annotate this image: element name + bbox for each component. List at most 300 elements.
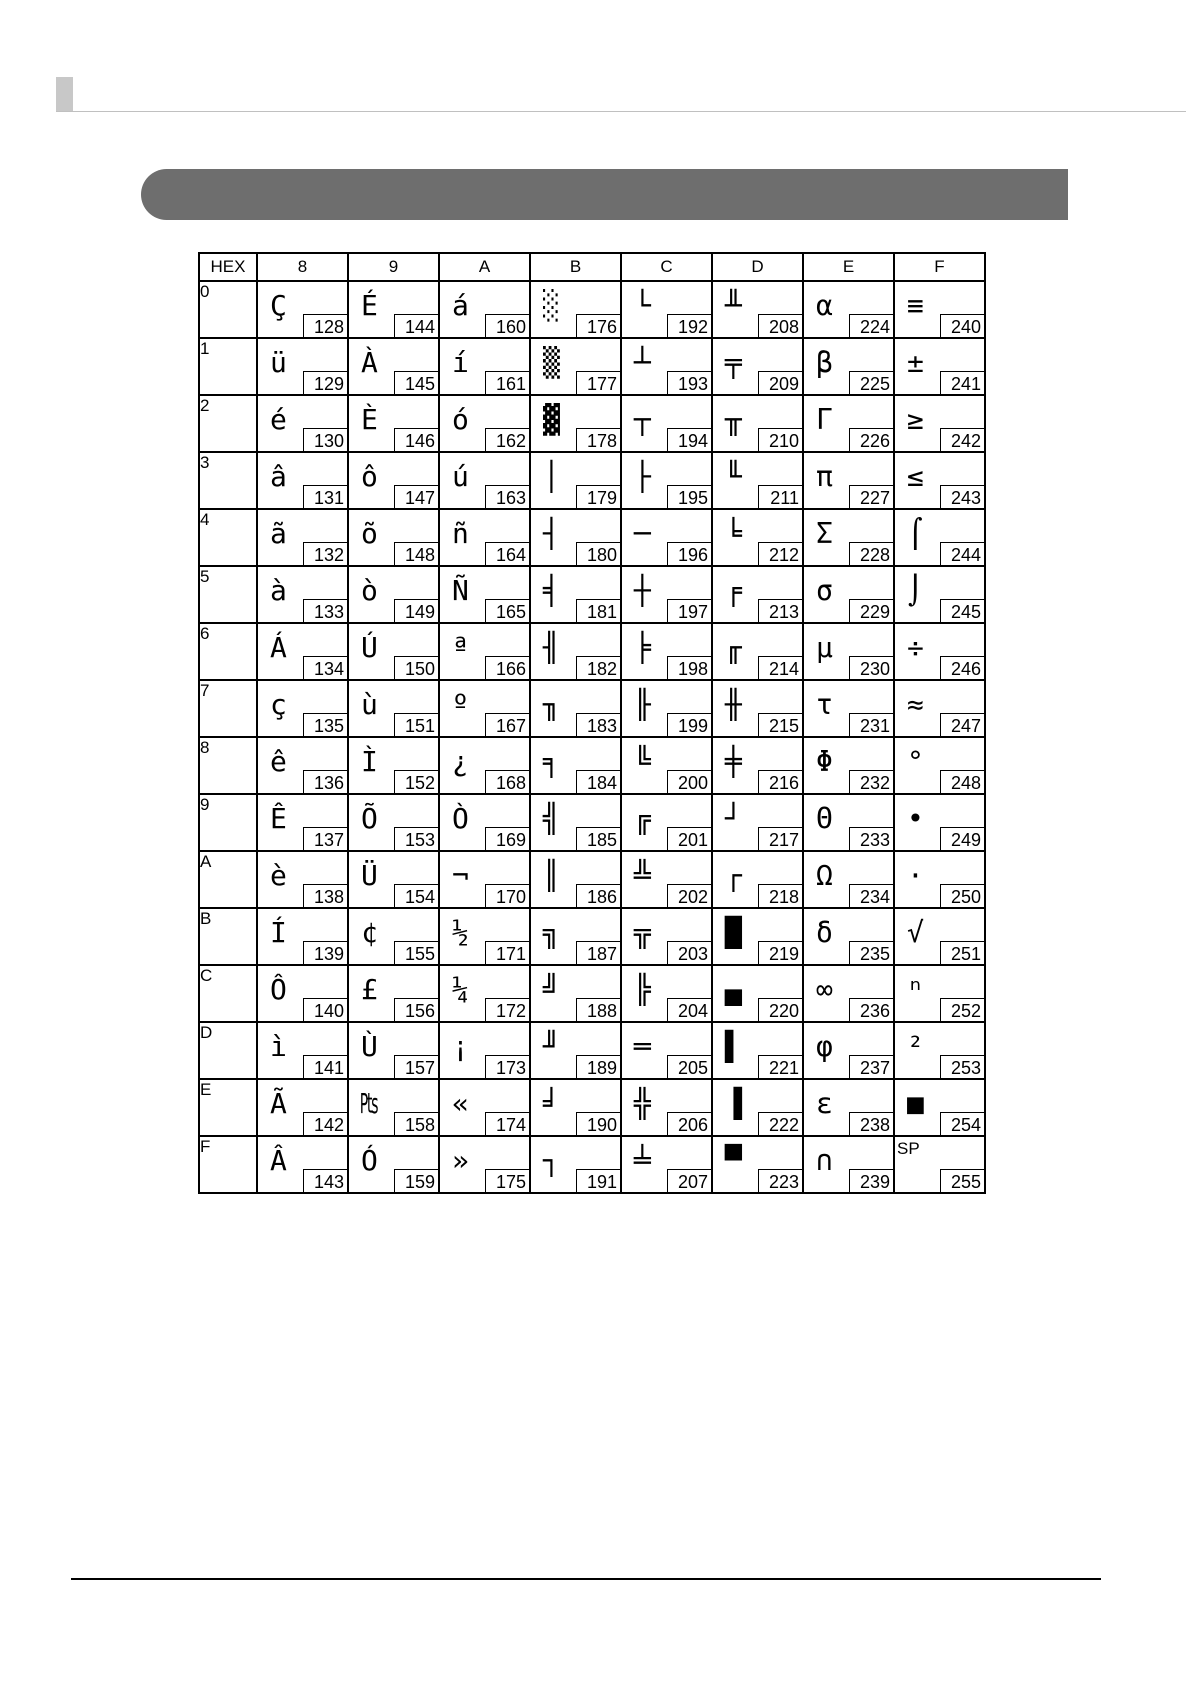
character-glyph: · [907,859,924,892]
decimal-code: 192 [667,314,711,337]
decimal-code: 166 [485,656,529,679]
character-glyph: ╘ [725,517,742,550]
decimal-code: 197 [667,599,711,622]
decimal-code: 201 [667,827,711,850]
character-cell [803,908,894,965]
row-hex-label: 4 [199,509,257,566]
character-cell [894,680,985,737]
decimal-code: 238 [849,1112,893,1135]
decimal-code: 190 [576,1112,620,1135]
character-cell [257,566,348,623]
character-glyph: ▌ [725,1030,742,1063]
footer-rule [71,1578,1101,1580]
character-cell [530,794,621,851]
character-glyph: ª [452,631,469,664]
character-cell [621,1136,712,1193]
table-row [199,509,985,566]
decimal-code: 224 [849,314,893,337]
decimal-code: 174 [485,1112,529,1135]
decimal-code: 240 [940,314,984,337]
character-cell [348,509,439,566]
decimal-code: 206 [667,1112,711,1135]
character-glyph: Ω [816,859,833,892]
decimal-code: 151 [394,713,438,736]
decimal-code: 143 [303,1169,347,1192]
character-cell [803,1136,894,1193]
row-hex-label: B [199,908,257,965]
character-glyph: ≤ [907,460,924,493]
character-glyph: ▐ [725,1087,742,1120]
character-cell [348,281,439,338]
decimal-code: 160 [485,314,529,337]
character-glyph: ▒ [543,346,560,379]
table-row [199,737,985,794]
decimal-code: 208 [758,314,802,337]
character-cell [803,623,894,680]
character-cell [348,1136,439,1193]
character-glyph: SP [897,1139,920,1158]
decimal-code: 218 [758,884,802,907]
character-cell [894,566,985,623]
character-cell [257,1022,348,1079]
character-cell [530,1136,621,1193]
character-glyph: £ [361,973,378,1006]
character-glyph: É [361,289,378,322]
character-glyph: ü [270,346,287,379]
character-glyph: ∩ [816,1144,833,1177]
decimal-code: 156 [394,998,438,1021]
decimal-code: 188 [576,998,620,1021]
decimal-code: 199 [667,713,711,736]
decimal-code: 248 [940,770,984,793]
character-glyph: √ [907,916,924,949]
character-cell [530,680,621,737]
table-row [199,680,985,737]
character-cell [712,338,803,395]
decimal-code: 239 [849,1169,893,1192]
row-hex-label: 7 [199,680,257,737]
character-glyph: Ì [361,745,378,778]
character-glyph: Θ [816,802,833,835]
character-cell [621,281,712,338]
character-cell [621,395,712,452]
character-glyph: ╚ [634,745,651,778]
character-cell [530,908,621,965]
decimal-code: 202 [667,884,711,907]
decimal-code: 189 [576,1055,620,1078]
character-glyph: ╞ [634,631,651,664]
character-glyph: σ [816,574,833,607]
character-cell [530,851,621,908]
character-cell [439,509,530,566]
character-cell [439,851,530,908]
character-cell [348,908,439,965]
decimal-code: 252 [940,998,984,1021]
decimal-code: 167 [485,713,529,736]
character-cell [712,509,803,566]
character-glyph: Ê [270,802,287,835]
character-cell [712,794,803,851]
character-glyph: ╗ [543,916,560,949]
decimal-code: 191 [576,1169,620,1192]
character-cell [257,1079,348,1136]
decimal-code: 128 [303,314,347,337]
decimal-code: 148 [394,542,438,565]
character-glyph: Í [270,916,287,949]
character-cell [712,281,803,338]
character-cell [894,452,985,509]
character-cell [621,338,712,395]
decimal-code: 172 [485,998,529,1021]
decimal-code: 232 [849,770,893,793]
decimal-code: 212 [758,542,802,565]
decimal-code: 236 [849,998,893,1021]
decimal-code: 210 [758,428,802,451]
decimal-code: 169 [485,827,529,850]
character-cell [803,509,894,566]
character-cell [348,737,439,794]
table-row [199,1136,985,1193]
character-cell [803,737,894,794]
character-glyph: ó [452,403,469,436]
decimal-code: 171 [485,941,529,964]
decimal-code: 175 [485,1169,529,1192]
character-glyph: τ [816,688,833,721]
character-glyph: ╓ [725,631,742,664]
character-cell [894,1079,985,1136]
decimal-code: 221 [758,1055,802,1078]
character-glyph: ┬ [634,403,651,436]
character-cell [894,281,985,338]
row-hex-label: F [199,1136,257,1193]
row-hex-label: 3 [199,452,257,509]
character-glyph: • [907,802,924,835]
character-cell [621,794,712,851]
character-glyph: Á [270,631,287,664]
decimal-code: 180 [576,542,620,565]
character-cell [439,395,530,452]
row-hex-label: C [199,965,257,1022]
character-glyph: ¡ [452,1030,469,1063]
character-cell [712,566,803,623]
character-glyph: º [452,688,469,721]
row-hex-label: 8 [199,737,257,794]
character-cell [894,509,985,566]
decimal-code: 152 [394,770,438,793]
character-glyph: ╝ [543,973,560,1006]
character-cell [257,452,348,509]
character-glyph: ╤ [725,346,742,379]
character-cell [348,338,439,395]
character-cell [439,566,530,623]
character-cell [621,851,712,908]
character-glyph: ╪ [725,745,742,778]
character-glyph: à [270,574,287,607]
decimal-code: 179 [576,485,620,508]
character-cell [803,851,894,908]
character-glyph: ½ [452,916,469,949]
character-glyph: ⁿ [907,973,924,1006]
decimal-code: 162 [485,428,529,451]
character-glyph: ╟ [634,688,651,721]
character-cell [257,623,348,680]
decimal-code: 205 [667,1055,711,1078]
character-glyph: ÷ [907,631,924,664]
table-row [199,566,985,623]
character-glyph: ╖ [543,688,560,721]
character-glyph: Ô [270,973,287,1006]
decimal-code: 226 [849,428,893,451]
decimal-code: 155 [394,941,438,964]
column-header: E [803,253,894,281]
decimal-code: 203 [667,941,711,964]
character-glyph: â [270,460,287,493]
character-cell [894,338,985,395]
decimal-code: 144 [394,314,438,337]
decimal-code: 219 [758,941,802,964]
character-cell [803,452,894,509]
decimal-code: 176 [576,314,620,337]
character-glyph: Ú [361,631,378,664]
decimal-code: 165 [485,599,529,622]
decimal-code: 132 [303,542,347,565]
row-hex-label: E [199,1079,257,1136]
character-glyph: õ [361,517,378,550]
character-glyph: Õ [361,802,378,835]
character-glyph: β [816,346,833,379]
character-cell [439,1136,530,1193]
character-glyph: À [361,346,378,379]
table-body [199,281,985,1193]
table-row [199,281,985,338]
decimal-code: 220 [758,998,802,1021]
decimal-code: 237 [849,1055,893,1078]
character-glyph: ² [907,1030,924,1063]
character-glyph: ╬ [634,1087,651,1120]
row-hex-label: 9 [199,794,257,851]
character-glyph: Â [270,1144,287,1177]
decimal-code: 223 [758,1169,802,1192]
character-cell [803,566,894,623]
decimal-code: 193 [667,371,711,394]
decimal-code: 141 [303,1055,347,1078]
character-cell [530,338,621,395]
character-glyph: α [816,289,833,322]
character-glyph: ║ [543,859,560,892]
character-cell [257,281,348,338]
character-glyph: ε [816,1087,833,1120]
character-cell [348,1079,439,1136]
character-glyph: ¼ [452,973,469,1006]
character-cell [621,1079,712,1136]
decimal-code: 196 [667,542,711,565]
character-cell [621,908,712,965]
character-glyph: Ü [361,859,378,892]
decimal-code: 242 [940,428,984,451]
decimal-code: 146 [394,428,438,451]
character-glyph: ⌡ [907,574,924,607]
character-glyph: « [452,1087,469,1120]
character-cell [257,908,348,965]
character-cell [348,680,439,737]
character-glyph: ù [361,688,378,721]
character-glyph: ╥ [725,403,742,436]
decimal-code: 253 [940,1055,984,1078]
decimal-code: 234 [849,884,893,907]
character-glyph: ¿ [452,745,469,778]
character-glyph: ▄ [725,973,742,1006]
character-glyph: Ç [270,289,287,322]
character-glyph: ┘ [725,802,742,835]
character-cell [439,737,530,794]
character-glyph: ■ [907,1087,924,1120]
row-hex-label: 6 [199,623,257,680]
character-cell [257,737,348,794]
character-glyph: ã [270,517,287,550]
decimal-code: 254 [940,1112,984,1135]
decimal-code: 222 [758,1112,802,1135]
character-glyph: └ [634,289,651,322]
character-glyph: è [270,859,287,892]
character-glyph: ≥ [907,403,924,436]
decimal-code: 136 [303,770,347,793]
character-cell [712,965,803,1022]
character-glyph: Σ [816,517,833,550]
character-cell [803,281,894,338]
decimal-code: 140 [303,998,347,1021]
character-cell [894,623,985,680]
character-cell [439,452,530,509]
character-cell [803,1022,894,1079]
table-row [199,1022,985,1079]
character-cell [439,965,530,1022]
character-cell [439,1079,530,1136]
character-cell [348,794,439,851]
character-cell [530,509,621,566]
table-row [199,452,985,509]
decimal-code: 194 [667,428,711,451]
character-cell [621,452,712,509]
decimal-code: 198 [667,656,711,679]
character-cell [530,1079,621,1136]
character-glyph: µ [816,631,833,664]
character-cell [348,566,439,623]
character-glyph: ┼ [634,574,651,607]
header-rule [56,111,1186,112]
decimal-code: 177 [576,371,620,394]
hex-corner-label: HEX [199,253,257,281]
decimal-code: 213 [758,599,802,622]
character-cell [439,623,530,680]
decimal-code: 139 [303,941,347,964]
character-cell [621,566,712,623]
character-cell [530,452,621,509]
character-cell [348,965,439,1022]
character-cell [439,908,530,965]
character-glyph: ç [270,688,287,721]
character-cell [712,623,803,680]
character-glyph: ┴ [634,346,651,379]
character-glyph: δ [816,916,833,949]
character-glyph: ╩ [634,859,651,892]
decimal-code: 200 [667,770,711,793]
column-header: D [712,253,803,281]
decimal-code: 243 [940,485,984,508]
character-cell [712,395,803,452]
character-cell [530,566,621,623]
decimal-code: 209 [758,371,802,394]
character-cell [894,1022,985,1079]
decimal-code: 150 [394,656,438,679]
character-cell [257,395,348,452]
table-row [199,623,985,680]
character-cell [712,851,803,908]
character-cell [439,680,530,737]
decimal-code: 204 [667,998,711,1021]
character-glyph: ├ [634,460,651,493]
column-header-row [199,253,985,281]
character-glyph: ─ [634,517,651,550]
section-title-bar [141,169,1068,220]
character-glyph: ╒ [725,574,742,607]
character-cell [894,395,985,452]
character-glyph: │ [543,460,560,493]
character-glyph: Ò [452,802,469,835]
character-cell [257,1136,348,1193]
character-glyph: ▓ [543,403,560,436]
decimal-code: 129 [303,371,347,394]
character-glyph: Ñ [452,574,469,607]
character-glyph: ¬ [452,859,469,892]
character-cell [621,680,712,737]
character-cell [530,281,621,338]
column-header: F [894,253,985,281]
character-cell [894,851,985,908]
character-cell [439,281,530,338]
decimal-code: 244 [940,542,984,565]
decimal-code: 250 [940,884,984,907]
decimal-code: 231 [849,713,893,736]
character-glyph: ╜ [543,1030,560,1063]
decimal-code: 153 [394,827,438,850]
decimal-code: 185 [576,827,620,850]
decimal-code: 158 [394,1112,438,1135]
decimal-code: 245 [940,599,984,622]
character-glyph: ñ [452,517,469,550]
decimal-code: 247 [940,713,984,736]
column-header: C [621,253,712,281]
decimal-code: 161 [485,371,529,394]
character-cell [348,395,439,452]
column-header: 8 [257,253,348,281]
character-cell [530,395,621,452]
character-glyph: ò [361,574,378,607]
character-glyph: ╛ [543,1087,560,1120]
decimal-code: 178 [576,428,620,451]
character-cell [439,794,530,851]
character-glyph: ╙ [725,460,742,493]
character-cell [894,965,985,1022]
decimal-code: 207 [667,1169,711,1192]
character-glyph: ⌠ [907,517,924,550]
character-cell [712,737,803,794]
character-cell [257,509,348,566]
character-cell [803,680,894,737]
character-glyph: ∞ [816,973,833,1006]
decimal-code: 187 [576,941,620,964]
decimal-code: 235 [849,941,893,964]
decimal-code: 241 [940,371,984,394]
